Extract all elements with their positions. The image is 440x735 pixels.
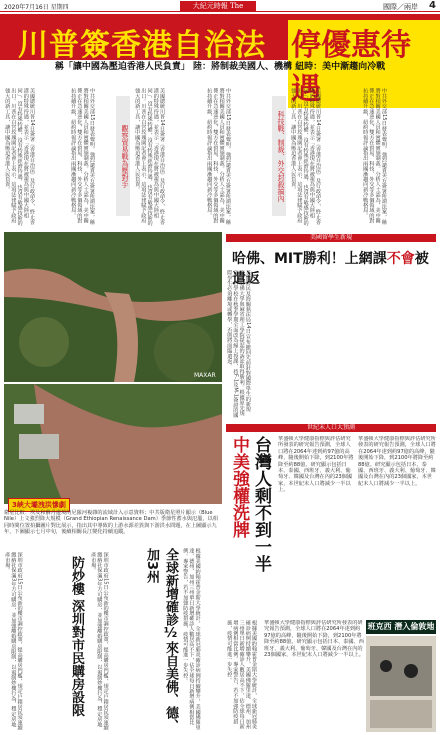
satellite-credit: MAXAR: [194, 372, 216, 379]
newspaper-logo: 大紀元時報 The: [180, 1, 256, 11]
headline-main: 川普簽香港自治法: [18, 28, 266, 63]
article-text: 美國總統川普14日簽署《香港自治法》及行政命令，終止香港的特殊待遇，並表示「香港現在將被視為與中國大陸相同」，沒有特殊特權，沒有特殊經濟待遇，也沒有敏感技術的出口。川普在白宮玫瑰園記者會上表示，這項法律賦予政府強大的新工具，讓中國為壓迫香港人民負責。: [4, 88, 36, 226]
satellite-image-top: [4, 232, 222, 382]
article-column: [206, 88, 270, 228]
article-text: 根據美國約翰霍普金斯大學統計，全球新冠肺炎確診病例持續攀升，美國佛羅里達、德州、加州三州單日新增確診人數居高不下，佔全球每日新增病例相當比例。專家警告，若不加強防疫措施，疫情可能進一步失控。: [182, 548, 201, 730]
banksy-photo: [366, 636, 436, 732]
mit-story-body: [226, 270, 436, 420]
article-column: [362, 88, 436, 228]
population-story-body: 華盛頓大學健康指標與評估研究所發表的研究報告預測，全球人口將在2064年達到約97億的高峰，隨後開始下降，到2100年將降至約88億。研究顯示包括日本、泰國、西班牙、義大利、葡萄牙、韓國及台灣在內的23個國家，本世紀末人口將減少一半以上。: [358, 436, 436, 487]
covid-headline: 全球新增確診½來自美佛、德、加3州: [144, 548, 178, 732]
article-text: 深圳市政府15日公布新的樓市調控政策，提高購房門檻，規定戶籍居民須連續繳納社保滿3年方可購房，並加強離婚購房限制，以遏制炒樓行為，穩定房地產市場。: [90, 552, 109, 731]
population-headline-red: 中美強權洗牌: [229, 436, 249, 538]
mit-story-band: 美國留學生新規: [226, 234, 436, 242]
article-text: 中共外交部15日發表聲明，強烈譴責美方簽署所謂法案，稱將對相關美國人員和實體實施制裁。分析人士認為，美中關係正在急速惡化，雙方在貿易、科技、外交等多個領域的對抗持續升級，紐約時報評論指出兩國漸趨向新冷戰格局。: [362, 88, 387, 225]
population-headline-black: 台灣人剩不到一半: [251, 436, 271, 572]
sidebar-tag-left: 觀察貿易戰為壓對手: [116, 96, 130, 216]
population-story-continued: [264, 620, 364, 732]
photo-badge: 3峽大壩洩洪慘劇: [8, 498, 70, 512]
article-text: 美國總統川普14日簽署《香港自治法》及行政命令，終止香港的特殊待遇，並表示「香港現在將被視為與中國大陸相同」，沒有特殊特權，沒有特殊經濟待遇，也沒有敏感技術的出口。川普在白宮玫瑰園記者會上表示，這項法律賦予政府強大的新工具，讓中國為壓迫香港人民負責。: [290, 88, 322, 226]
satellite-photo-bottom: [4, 384, 222, 504]
article-text: 美國移民及海關執法局14日宣布撤回先前針對國際學生的新規定，哈佛大學與麻省理工學院提起的訴訟取得勝利。根據原先規定，若學校在秋季學期全面改為線上授課，持F-1及M-1簽證的國際學生必須離境或轉學，否則將面臨遣返。: [226, 270, 251, 418]
article-column: [134, 88, 204, 228]
covid-story-body: [226, 620, 262, 732]
subheadline: [0, 62, 440, 84]
housing-headline: 防炒樓 深圳對市民購房設限: [69, 556, 84, 717]
covid-story-body: [182, 548, 224, 732]
subheadline-line-1: 稱「讓中國為壓迫香港人民負責」 陸：將制裁美國人、機構 紐時：美中漸趨向冷戰: [54, 62, 386, 72]
banksy-image: [366, 636, 436, 732]
article-column: [290, 88, 360, 228]
housing-story-body: [4, 552, 64, 732]
photo-caption: 衛星比較：埃及和蘇丹邊境的尼羅河複雜的流域計入示意資料；中共版衛星照片顯示（Blue Nile）上文強烈降大規模（Grand Ethiopian Renaissance Dam）季節性蓄水與氾濫，以相同時間位置拍攝圖片對比展示，指出其中導致的上游水源差異與下游洪水問題，在上圖顯示九年，下圖顯示七月中旬，後續相關長江變化持續追蹤。: [4, 510, 218, 536]
headline-highlight: 停優惠待遇: [288, 20, 440, 108]
satellite-photo-top: [4, 232, 222, 382]
article-text: 深圳市政府15日公布新的樓市調控政策，提高購房門檻，規定戶籍居民須連續繳納社保滿3年方可購房，並加強離婚購房限制，以遏制炒樓行為，穩定房地產市場。: [4, 552, 23, 731]
mit-headline-part-c: 被遣返: [232, 251, 429, 287]
article-column: [4, 88, 68, 228]
article-text: 華盛頓大學健康指標與評估研究所發表的研究報告預測，全球人口將在2064年達到約97億的高峰，隨後開始下降，到2100年將降至約88億。研究顯示包括日本、泰國、西班牙、義大利、葡萄牙、韓國及台灣在內的23個國家，本世紀末人口將減少一半以上。: [264, 620, 364, 659]
masthead: [0, 0, 440, 12]
article-text: 根據美國約翰霍普金斯大學統計，全球新冠肺炎確診病例持續攀升，美國佛羅里達、德州、加州三州單日新增確診人數居高不下，佔全球每日新增病例相當比例。專家警告，若不加強防疫措施，疫情可能進一步失控。: [226, 620, 258, 730]
mit-headline-part-a: 哈佛、MIT勝利！上網課: [232, 251, 387, 267]
mit-headline-part-b: 不會: [386, 251, 415, 267]
article-text: 美國總統川普14日簽署《香港自治法》及行政命令，終止香港的特殊待遇，並表示「香港現在將被視為與中國大陸相同」，沒有特殊特權，沒有特殊經濟待遇，也沒有敏感技術的出口。川普在白宮玫瑰園記者會上表示，這項法律賦予政府強大的新工具，讓中國為壓迫香港人民負責。: [134, 88, 166, 226]
article-text: 中共外交部15日發表聲明，強烈譴責美方簽署所謂法案，稱將對相關美國人員和實體實施制裁。分析人士認為，美中關係正在急速惡化，雙方在貿易、科技、外交等多個領域的對抗持續升級，紐約時報評論指出兩國漸趨向新冷戰格局。: [70, 88, 95, 225]
population-story-body: 華盛頓大學健康指標與評估研究所發表的研究報告預測，全球人口將在2064年達到約97億的高峰，隨後開始下降，到2100年將降至約88億。研究顯示包括日本、泰國、西班牙、義大利、葡萄牙、韓國及台灣在內的23個國家，本世紀末人口將減少一半以上。: [278, 436, 354, 494]
article-column: [70, 88, 114, 228]
article-text: 中共外交部15日發表聲明，強烈譴責美方簽署所謂法案，稱將對相關美國人員和實體實施制裁。分析人士認為，美中關係正在急速惡化，雙方在貿易、科技、外交等多個領域的對抗持續升級，紐約時報評論指出兩國漸趨向新冷戰格局。: [206, 88, 231, 225]
issue-date: 2020年7月16日 星期四: [4, 4, 69, 11]
population-story-band: 世紀末人口大預測: [226, 424, 436, 432]
satellite-image-bottom: [4, 384, 222, 504]
banksy-headline: 班克西 潛入倫敦地: [366, 620, 436, 634]
section-label: 國際／兩岸: [383, 3, 418, 11]
page-number: 4: [429, 0, 436, 11]
sidebar-tag-right: 科技戰、制裁、外交封殺搞內: [272, 96, 286, 216]
